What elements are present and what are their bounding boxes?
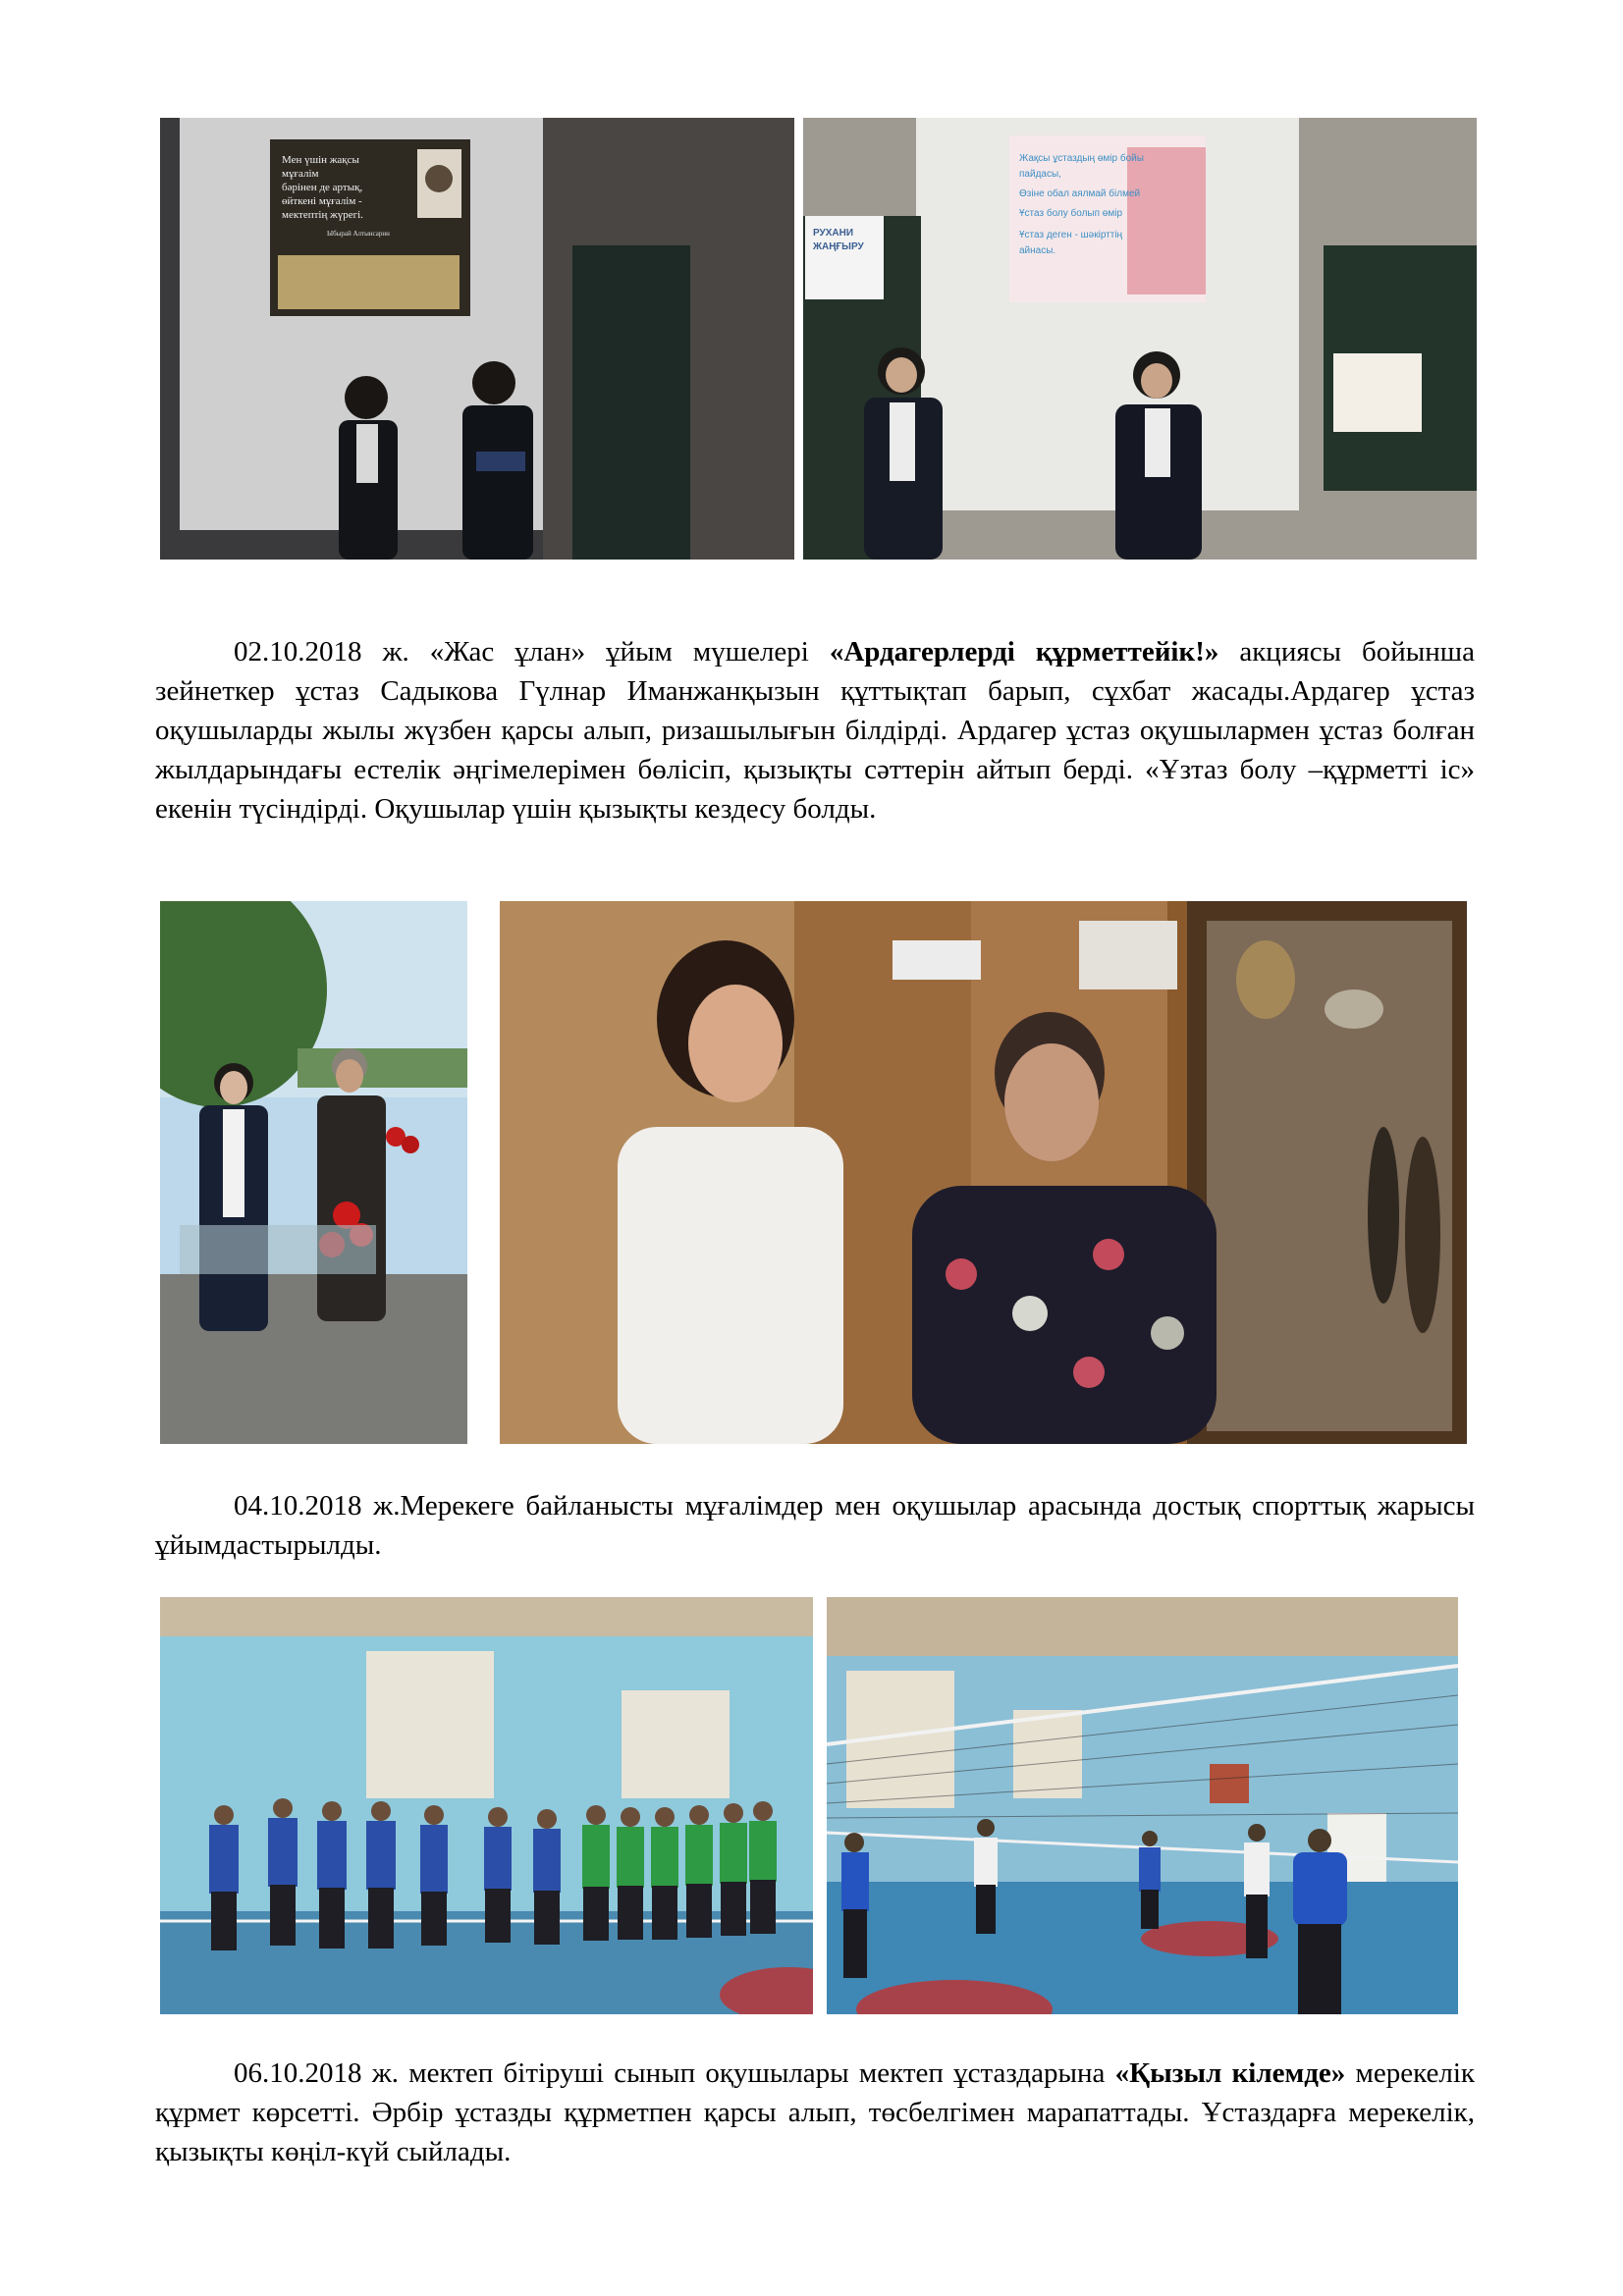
photo-volleyball-match (827, 1597, 1458, 2014)
slide-line-1: Мен үшін жақсы (282, 154, 359, 166)
p3-rest: мерекелік құрмет көрсетті. Әрбір ұстазды құрметпен қарсы алып, төсбелгімен марапаттады. Ұстаздарға мерекелік, қызықты көңіл-күй сыйлады. (155, 2057, 1475, 2167)
slide-author: Ыбырай Алтынсарин (327, 230, 390, 238)
photo-teacher-with-veteran (500, 901, 1467, 1444)
photo-veteran-flowers (160, 901, 467, 1444)
slide-line-4: өйткені мұғалім - (282, 195, 362, 207)
slide2-line-4: Ұстаз болу болып өмір (1019, 208, 1123, 219)
paragraph-veterans-visit (155, 632, 1475, 828)
slide-line-3: бәрінен де артық, (282, 182, 363, 193)
p1-rest: акциясы бойынша зейнеткер ұстаз Садыкова Гүлнар Иманжанқызын құттықтап барып, сұхбат жасады.Ардагер ұстаз оқушыларды жылы жүзбен қарсы алып, ризашылығын білдірді. Ардагер ұстаз оқушылармен ұстаз болған жылдарындағы естелік әңгімелерімен бөлісіп, қызықты сәттерін айтып берді. «Ұзтаз болу –құрметті іс» екенін түсіндірді. Оқушылар үшін қызықты кездесу болды. (155, 636, 1476, 825)
p1-lead: 02.10.2018 ж. «Жас ұлан» ұйым мүшелері (234, 636, 830, 667)
paragraph-sports-event (155, 1486, 1475, 1565)
p1-action-title: «Ардагерлерді құрметтейік!» (829, 636, 1219, 667)
slide2-line-5: Ұстаз деген - шәкірттің (1019, 230, 1123, 240)
p2-text: 04.10.2018 ж.Мерекеге байланысты мұғалімдер мен оқушылар арасында достық спорттық жарысы ұйымдастырылды. (155, 1490, 1475, 1561)
paragraph-red-carpet (155, 2054, 1475, 2171)
slide-line-2: мұғалім (282, 168, 319, 180)
slide-line-5: мектептің жүрегі. (282, 209, 363, 221)
slide2-line-6: айнасы. (1019, 245, 1056, 256)
banner-line-2: ЖАҢҒЫРУ (813, 241, 864, 252)
slide2-line-2: пайдасы, (1019, 169, 1061, 180)
slide2-line-1: Жақсы ұстаздың өмір бойы (1019, 153, 1144, 164)
photo-event-presentation-2 (803, 118, 1477, 560)
photo-event-presentation-1 (160, 118, 794, 560)
banner-line-1: РУХАНИ (813, 228, 854, 239)
p3-event-title: «Қызыл кілемде» (1114, 2057, 1346, 2089)
slide2-line-3: Өзіне обал аялмай білмей (1019, 188, 1141, 199)
photo-gym-lineup (160, 1597, 813, 2014)
p3-lead: 06.10.2018 ж. мектеп бітіруші сынып оқушылары мектеп ұстаздарына (234, 2057, 1115, 2089)
